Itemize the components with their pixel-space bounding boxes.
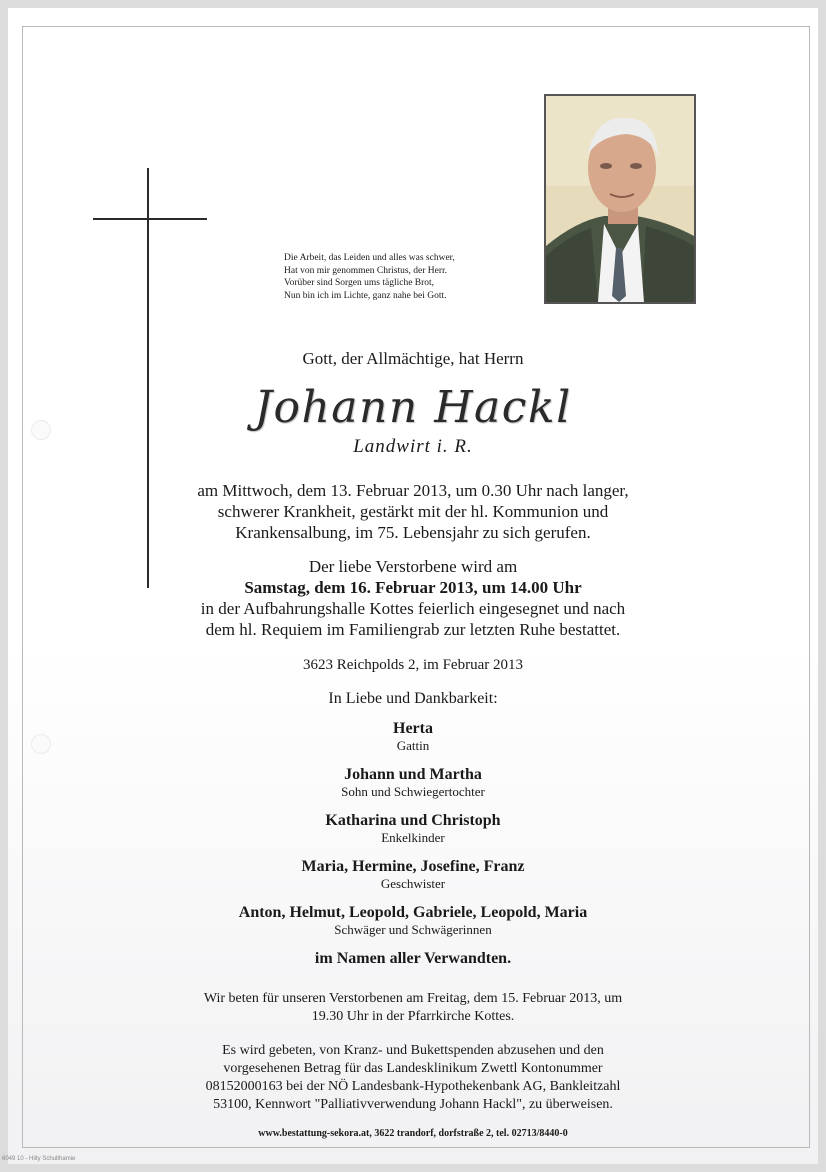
family-role: Sohn und Schwiegertochter [341, 784, 485, 799]
family-entry [8, 904, 818, 938]
gratitude-line: In Liebe und Dankbarkeit: [328, 690, 498, 707]
donation-line: Es wird gebeten, von Kranz- und Bukettspenden abzusehen und den [222, 1043, 604, 1058]
family-names: Anton, Helmut, Leopold, Gabriele, Leopold, Maria [238, 904, 588, 921]
funeral-home-footer [8, 1128, 818, 1139]
funeral-info [8, 556, 818, 640]
family-entry [8, 720, 818, 754]
funeral-line: dem hl. Requiem im Familiengrab zur letzten Ruhe bestattet. [205, 620, 621, 639]
cross-icon-beam [93, 218, 207, 220]
family-entry [8, 812, 818, 846]
poem-line: Hat von mir genommen Christus, der Herr. [284, 265, 448, 276]
place-date: 3623 Reichpolds 2, im Februar 2013 [303, 657, 523, 673]
intro-line: Gott, der Allmächtige, hat Herrn [302, 349, 524, 368]
funeral-date: Samstag, dem 16. Februar 2013, um 14.00 Uhr [244, 578, 582, 597]
family-role: Geschwister [380, 876, 446, 891]
funeral-line: Der liebe Verstorbene wird am [308, 557, 518, 576]
death-line: Krankensalbung, im 75. Lebensjahr zu sich gerufen. [235, 523, 591, 542]
obituary-sheet [8, 8, 818, 1164]
donation-line: 53100, Kennwort "Palliativverwendung Johann Hackl", zu überweisen. [213, 1097, 613, 1112]
memorial-poem [284, 252, 504, 302]
donation-line: 08152000163 bei der NÖ Landesbank-Hypothekenbank AG, Bankleitzahl [205, 1079, 621, 1094]
family-role: Enkelkinder [381, 830, 445, 845]
poem-line: Nun bin ich im Lichte, ganz nahe bei Gott. [284, 290, 447, 301]
prayer-info [8, 990, 818, 1026]
family-role: Gattin [396, 738, 430, 753]
deceased-portrait [544, 94, 696, 304]
family-names: Maria, Hermine, Josefine, Franz [301, 858, 525, 875]
prayer-line: 19.30 Uhr in der Pfarrkirche Kottes. [311, 1009, 515, 1024]
family-entry [8, 766, 818, 800]
funeral-line: in der Aufbahrungshalle Kottes feierlich eingesegnet und nach [200, 599, 626, 618]
family-role: Schwäger und Schwägerinnen [334, 922, 492, 937]
funeral-home-website[interactable]: www.bestattung-sekora.at [258, 1128, 370, 1139]
corner-note: 6049 10 - Hilty Schulthamie [2, 1156, 76, 1162]
donation-line: vorgesehenen Betrag für das Landesklinikum Zwettl Kontonummer [223, 1061, 603, 1076]
deceased-profession: Landwirt i. R. [353, 436, 473, 457]
family-names: Katharina und Christoph [325, 812, 501, 829]
poem-line: Die Arbeit, das Leiden und alles was schwer, [284, 253, 455, 263]
poem-line: Vorüber sind Sorgen ums tägliche Brot, [284, 278, 435, 288]
funeral-home-address: , 3622 trandorf, dorfstraße 2, tel. 02713/8440-0 [369, 1128, 568, 1139]
death-line: schwerer Krankheit, gestärkt mit der hl. Kommunion und [217, 502, 609, 521]
family-entry [8, 858, 818, 892]
family-names: Herta [393, 720, 433, 737]
death-line: am Mittwoch, dem 13. Februar 2013, um 0.30 Uhr nach langer, [197, 481, 629, 500]
deceased-name: Johann Hackl [254, 382, 572, 433]
donation-info [8, 1042, 818, 1114]
prayer-line: Wir beten für unseren Verstorbenen am Freitag, dem 15. Februar 2013, um [203, 991, 623, 1006]
family-names: Johann und Martha [344, 766, 482, 783]
death-announcement [8, 480, 818, 543]
relatives-line: im Namen aller Verwandten. [314, 950, 512, 967]
